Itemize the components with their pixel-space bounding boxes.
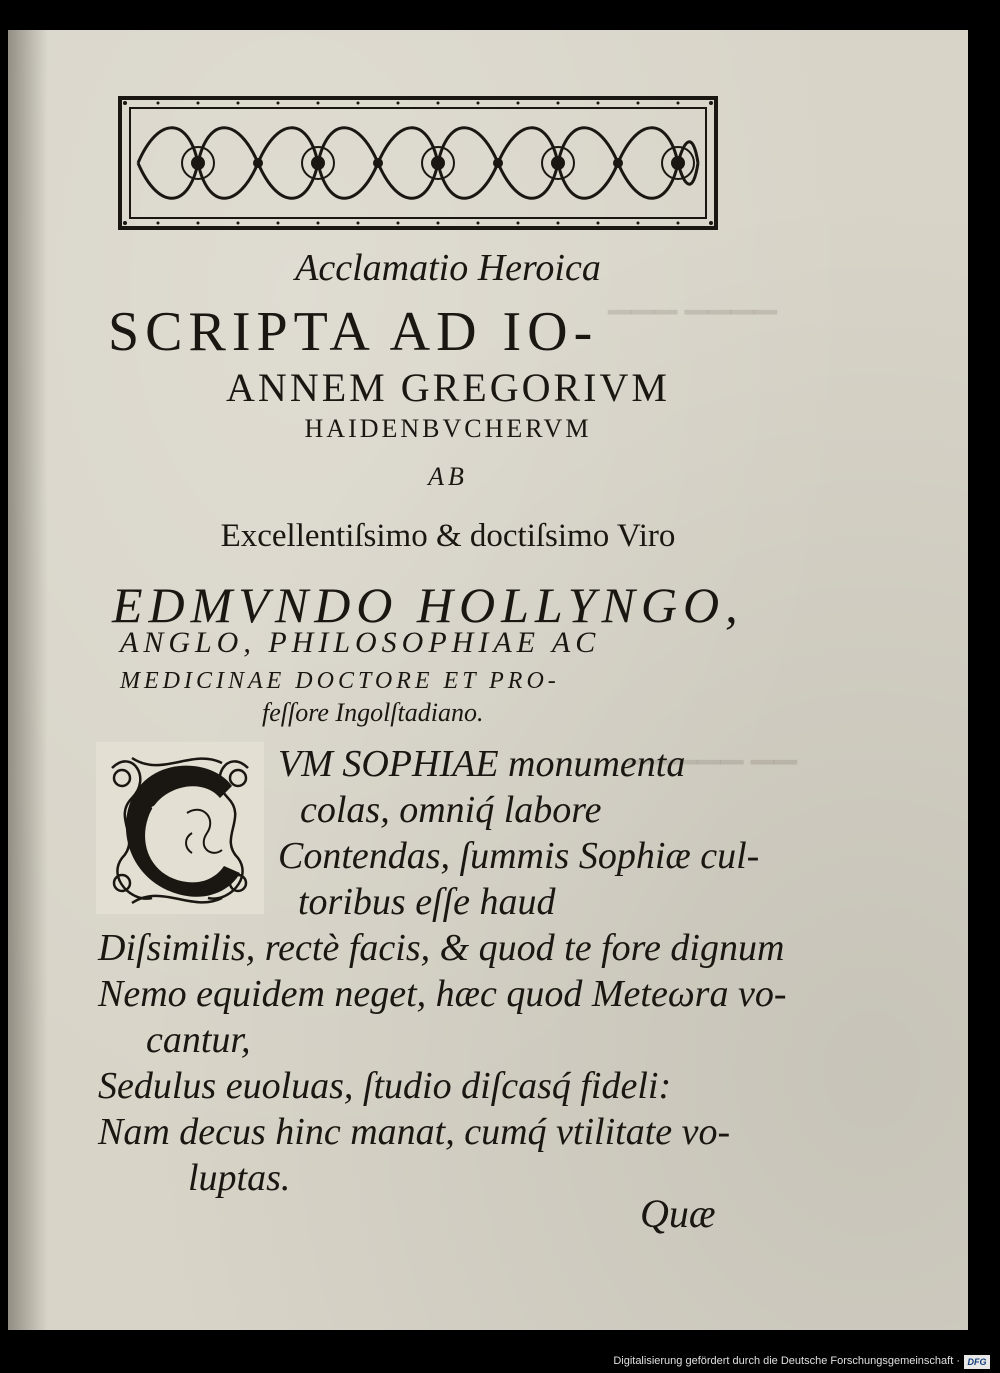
heading-large: SCRIPTA AD IO-	[108, 301, 599, 363]
poem-line-1: VM SOPHIAE monumenta	[278, 743, 686, 785]
byline-title-2: MEDICINAE DOCTORE ET PRO-	[120, 668, 560, 694]
poem-line-3: Contendas, ſummis Sophiæ cul-	[278, 835, 760, 877]
dfg-logo-icon: DFG	[964, 1355, 990, 1369]
heading-medium: ANNEM GREGORIVM	[226, 365, 670, 410]
spine-shadow	[8, 30, 48, 1330]
byline-title-3: feſſore Ingolſtadiano.	[262, 698, 484, 727]
heading-italic: Acclamatio Heroica	[295, 247, 601, 289]
heading-ab: AB	[428, 462, 468, 491]
poem-line-2: colas, omniq́ labore	[300, 789, 602, 831]
poem-line-10: luptas.	[188, 1157, 291, 1199]
poem-line-8: Sedulus euoluas, ſtudio diſcasq́ fideli:	[98, 1065, 672, 1107]
footer-credit: Digitalisierung gefördert durch die Deutsche Forschungsgemeinschaft ·	[613, 1355, 960, 1367]
poem-line-4: toribus eſſe haud	[298, 881, 556, 923]
poem-line-7: cantur,	[146, 1019, 251, 1061]
footer-bar	[0, 1353, 1000, 1373]
decorated-initial-c	[92, 738, 268, 918]
catchword: Quæ	[640, 1191, 716, 1236]
bleed-through: ▁▁▁▁▁ ▁▁	[628, 731, 797, 764]
byline-title-1: ANGLO, PHILOSOPHIAE AC	[120, 626, 601, 659]
bleed-through: ▁▁▁ ▁▁▁▁	[608, 281, 777, 314]
ornamental-headpiece	[118, 96, 718, 230]
poem-line-5: Diſsimilis, rectè facis, & quod te fore dignum	[98, 927, 785, 969]
poem-line-6: Nemo equidem neget, hæc quod Meteωra vo-	[98, 973, 787, 1015]
heading-small: HAIDENBVCHERVM	[304, 414, 592, 443]
poem-line-9: Nam decus hinc manat, cumq́ vtilitate vo-	[98, 1111, 731, 1153]
book-page	[8, 30, 968, 1330]
byline-dedication: Excellentiſsimo & doctiſsimo Viro	[220, 518, 676, 554]
byline-author: EDMVNDO HOLLYNGO,	[112, 577, 744, 633]
